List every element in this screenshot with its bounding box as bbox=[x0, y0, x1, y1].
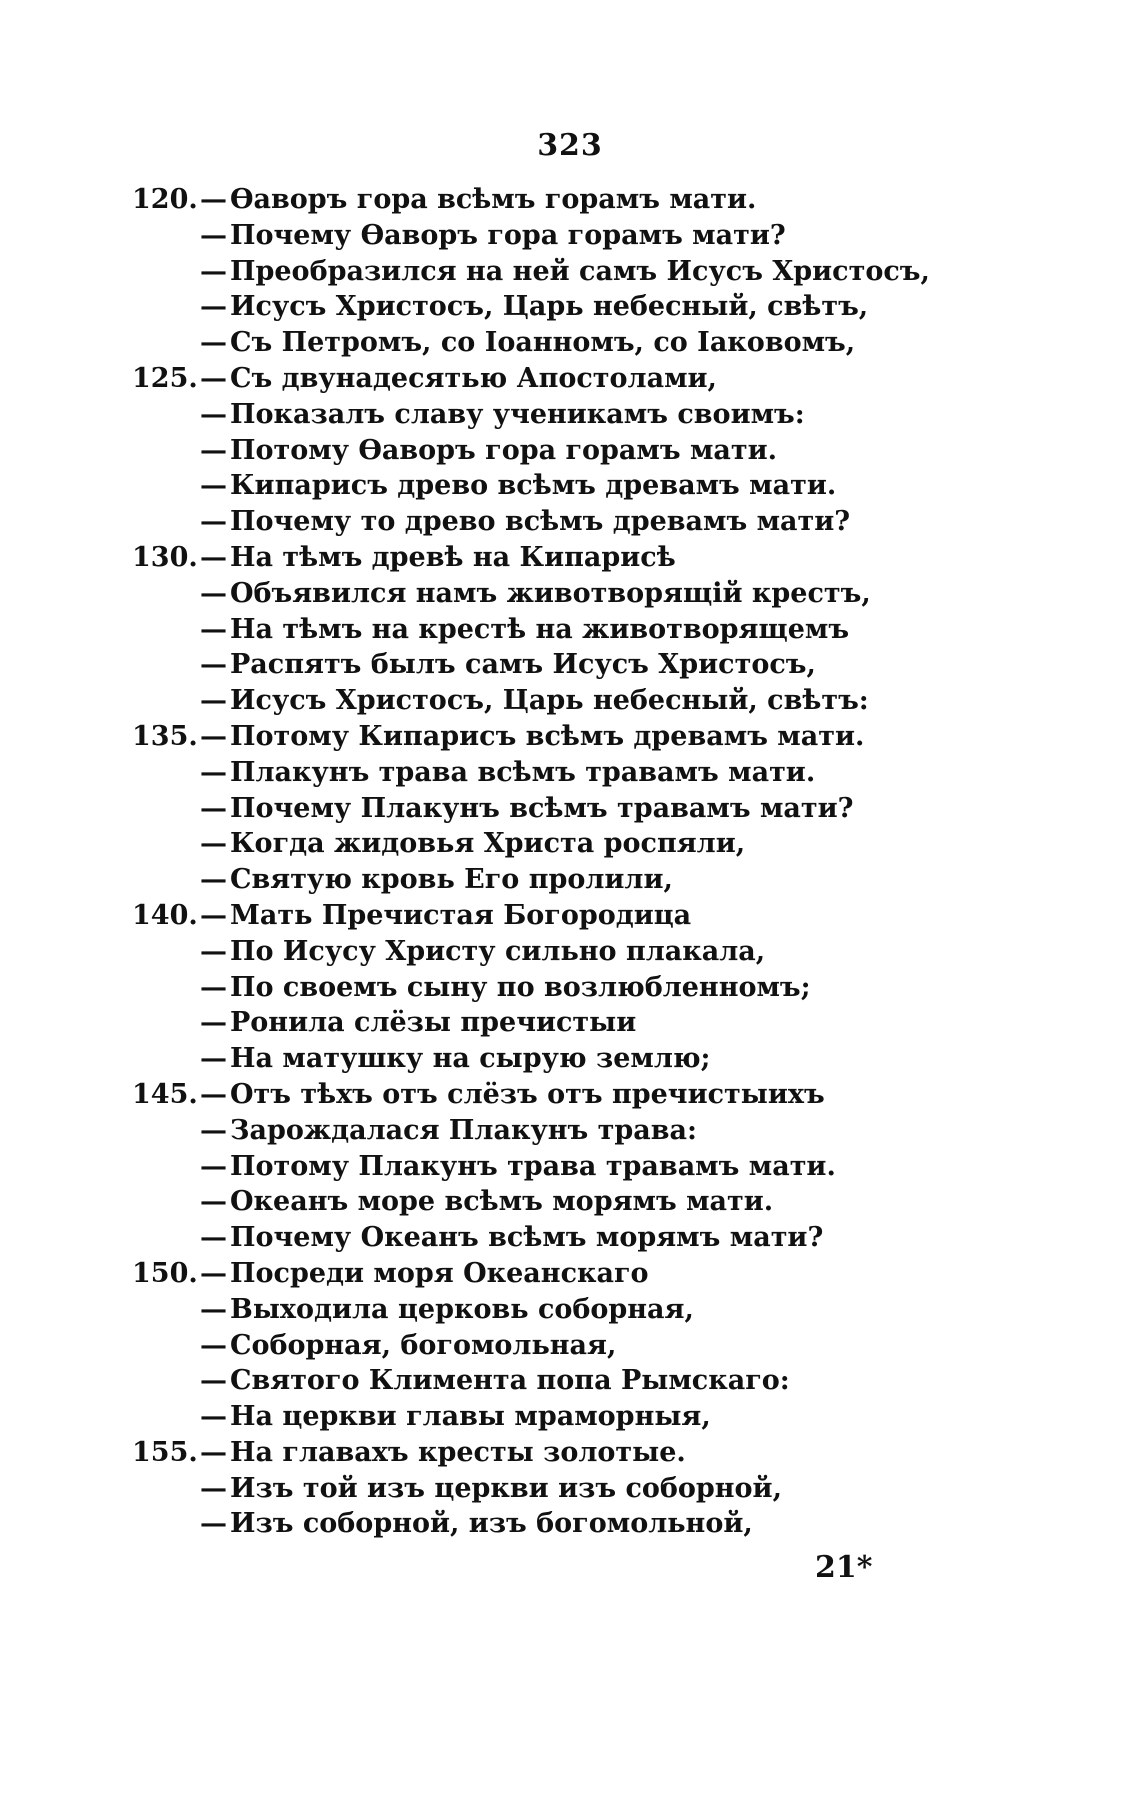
line-dash: — bbox=[200, 219, 227, 251]
line-text: Кипарисъ древо всѣмъ древамъ мати. bbox=[230, 470, 837, 502]
line-number: 155. bbox=[132, 1436, 198, 1468]
line-text: Почему Өаворъ гора горамъ мати? bbox=[230, 219, 786, 251]
page-number: 323 bbox=[537, 128, 603, 163]
verse-line bbox=[132, 719, 952, 755]
verse-line bbox=[132, 289, 952, 325]
line-text: Зарождалася Плакунъ трава: bbox=[230, 1114, 697, 1146]
line-dash: — bbox=[200, 506, 227, 538]
line-text: На тѣмъ древѣ на Кипарисѣ bbox=[230, 541, 676, 573]
line-dash: — bbox=[200, 1365, 227, 1397]
line-text: Святого Климента попа Рымскаго: bbox=[230, 1365, 790, 1397]
line-number: 140. bbox=[132, 899, 198, 931]
verse-line bbox=[132, 504, 952, 540]
line-text: Почему Океанъ всѣмъ морямъ мати? bbox=[230, 1222, 824, 1254]
line-number: 145. bbox=[132, 1078, 198, 1110]
line-dash: — bbox=[200, 756, 227, 788]
line-dash: — bbox=[200, 434, 227, 466]
line-text: Почему то древо всѣмъ древамъ мати? bbox=[230, 506, 851, 538]
line-dash: — bbox=[200, 685, 227, 717]
verse-line bbox=[132, 1435, 952, 1471]
line-number: 120. bbox=[132, 184, 198, 215]
line-dash: — bbox=[200, 1007, 227, 1039]
line-dash: — bbox=[200, 720, 227, 752]
line-dash: — bbox=[200, 398, 227, 430]
line-dash: — bbox=[200, 1114, 227, 1146]
line-text: На церкви главы мраморныя, bbox=[230, 1401, 711, 1433]
line-text: Почему Плакунъ всѣмъ травамъ мати? bbox=[230, 792, 854, 824]
line-dash: — bbox=[200, 971, 227, 1003]
verse-line bbox=[132, 1399, 952, 1435]
line-text: Преобразился на ней самъ Исусъ Христосъ, bbox=[230, 255, 930, 287]
line-dash: — bbox=[200, 255, 227, 287]
line-dash: — bbox=[200, 1222, 227, 1254]
line-dash: — bbox=[200, 291, 227, 323]
verse-line bbox=[132, 468, 952, 504]
line-dash: — bbox=[200, 792, 227, 824]
verse-line bbox=[132, 612, 952, 648]
line-number: 150. bbox=[132, 1257, 198, 1289]
line-text: Изъ той изъ церкви изъ соборной, bbox=[230, 1472, 782, 1504]
verse-line bbox=[132, 1077, 952, 1113]
verse-line bbox=[132, 1471, 952, 1507]
line-dash: — bbox=[200, 1508, 227, 1540]
line-text: Выходила церковь соборная, bbox=[230, 1293, 694, 1325]
line-text: На тѣмъ на крестѣ на животворящемъ bbox=[230, 613, 850, 645]
verse-line bbox=[132, 576, 952, 612]
line-dash: — bbox=[200, 1401, 227, 1433]
verse-line bbox=[132, 970, 952, 1006]
line-dash: — bbox=[200, 1043, 227, 1075]
line-text: Съ Петромъ, со Іоанномъ, со Іаковомъ, bbox=[230, 327, 856, 359]
verse-line bbox=[132, 1005, 952, 1041]
line-dash: — bbox=[200, 1186, 227, 1218]
line-dash: — bbox=[200, 899, 227, 931]
verse-line bbox=[132, 791, 952, 827]
verse-line bbox=[132, 1363, 952, 1399]
line-dash: — bbox=[200, 613, 227, 645]
line-text: Когда жидовья Христа роспяли, bbox=[230, 828, 746, 860]
line-text: На главахъ кресты золотые. bbox=[230, 1436, 686, 1468]
line-text: Соборная, богомольная, bbox=[230, 1329, 617, 1361]
verse-line bbox=[132, 862, 952, 898]
line-text: По своемъ сыну по возлюбленномъ; bbox=[230, 971, 811, 1003]
verse-block bbox=[132, 182, 952, 1542]
line-dash: — bbox=[200, 327, 227, 359]
verse-line bbox=[132, 647, 952, 683]
verse-line bbox=[132, 1220, 952, 1256]
line-dash: — bbox=[200, 864, 227, 896]
line-dash: — bbox=[200, 828, 227, 860]
line-dash: — bbox=[200, 470, 227, 502]
verse-line bbox=[132, 218, 952, 254]
line-text: Океанъ море всѣмъ морямъ мати. bbox=[230, 1186, 774, 1218]
verse-line bbox=[132, 755, 952, 791]
verse-line bbox=[132, 397, 952, 433]
line-text: Посреди моря Океанскаго bbox=[230, 1257, 649, 1289]
line-dash: — bbox=[200, 649, 227, 681]
line-number: 125. bbox=[132, 362, 198, 394]
verse-line bbox=[132, 898, 952, 934]
line-dash: — bbox=[200, 1150, 227, 1182]
line-number: 130. bbox=[132, 541, 198, 573]
line-text: По Исусу Христу сильно плакала, bbox=[230, 935, 766, 967]
line-text: Потому Өаворъ гора горамъ мати. bbox=[230, 434, 778, 466]
line-dash: — bbox=[200, 1329, 227, 1361]
verse-line bbox=[132, 182, 952, 218]
line-text: Исусъ Христосъ, Царь небесный, свѣтъ, bbox=[230, 291, 869, 323]
line-text: Мать Пречистая Богородица bbox=[230, 899, 692, 931]
line-text: Өаворъ гора всѣмъ горамъ мати. bbox=[230, 184, 757, 215]
verse-line bbox=[132, 1041, 952, 1077]
line-text: Исусъ Христосъ, Царь небесный, свѣтъ: bbox=[230, 685, 869, 717]
line-text: Распятъ былъ самъ Исусъ Христосъ, bbox=[230, 649, 816, 681]
line-text: Ронила слёзы пречистыи bbox=[230, 1007, 637, 1039]
verse-line bbox=[132, 1292, 952, 1328]
line-text: Изъ соборной, изъ богомольной, bbox=[230, 1508, 753, 1540]
verse-line bbox=[132, 433, 952, 469]
verse-line bbox=[132, 1149, 952, 1185]
line-dash: — bbox=[200, 577, 227, 609]
verse-line bbox=[132, 934, 952, 970]
verse-line bbox=[132, 1506, 952, 1542]
line-text: Отъ тѣхъ отъ слёзъ отъ пречистыихъ bbox=[230, 1078, 825, 1110]
verse-line bbox=[132, 1328, 952, 1364]
signature-mark: 21* bbox=[815, 1550, 873, 1585]
verse-line bbox=[132, 325, 952, 361]
verse-line bbox=[132, 1184, 952, 1220]
verse-line bbox=[132, 254, 952, 290]
line-number: 135. bbox=[132, 720, 198, 752]
line-dash: — bbox=[200, 362, 227, 394]
line-text: Плакунъ трава всѣмъ травамъ мати. bbox=[230, 756, 816, 788]
line-dash: — bbox=[200, 541, 227, 573]
line-dash: — bbox=[200, 1257, 227, 1289]
line-text: Объявился намъ животворящій крестъ, bbox=[230, 577, 871, 609]
line-dash: — bbox=[200, 1436, 227, 1468]
line-dash: — bbox=[200, 184, 227, 215]
line-dash: — bbox=[200, 935, 227, 967]
verse-line bbox=[132, 361, 952, 397]
line-dash: — bbox=[200, 1078, 227, 1110]
verse-line bbox=[132, 683, 952, 719]
verse-line bbox=[132, 826, 952, 862]
line-text: Потому Плакунъ трава травамъ мати. bbox=[230, 1150, 836, 1182]
verse-line bbox=[132, 1113, 952, 1149]
verse-line bbox=[132, 1256, 952, 1292]
line-dash: — bbox=[200, 1472, 227, 1504]
line-dash: — bbox=[200, 1293, 227, 1325]
line-text: Святую кровь Его пролили, bbox=[230, 864, 673, 896]
line-text: На матушку на сырую землю; bbox=[230, 1043, 711, 1075]
verse-line bbox=[132, 540, 952, 576]
line-text: Потому Кипарисъ всѣмъ древамъ мати. bbox=[230, 720, 865, 752]
line-text: Съ двунадесятью Апостолами, bbox=[230, 362, 717, 394]
line-text: Показалъ славу ученикамъ своимъ: bbox=[230, 398, 805, 430]
